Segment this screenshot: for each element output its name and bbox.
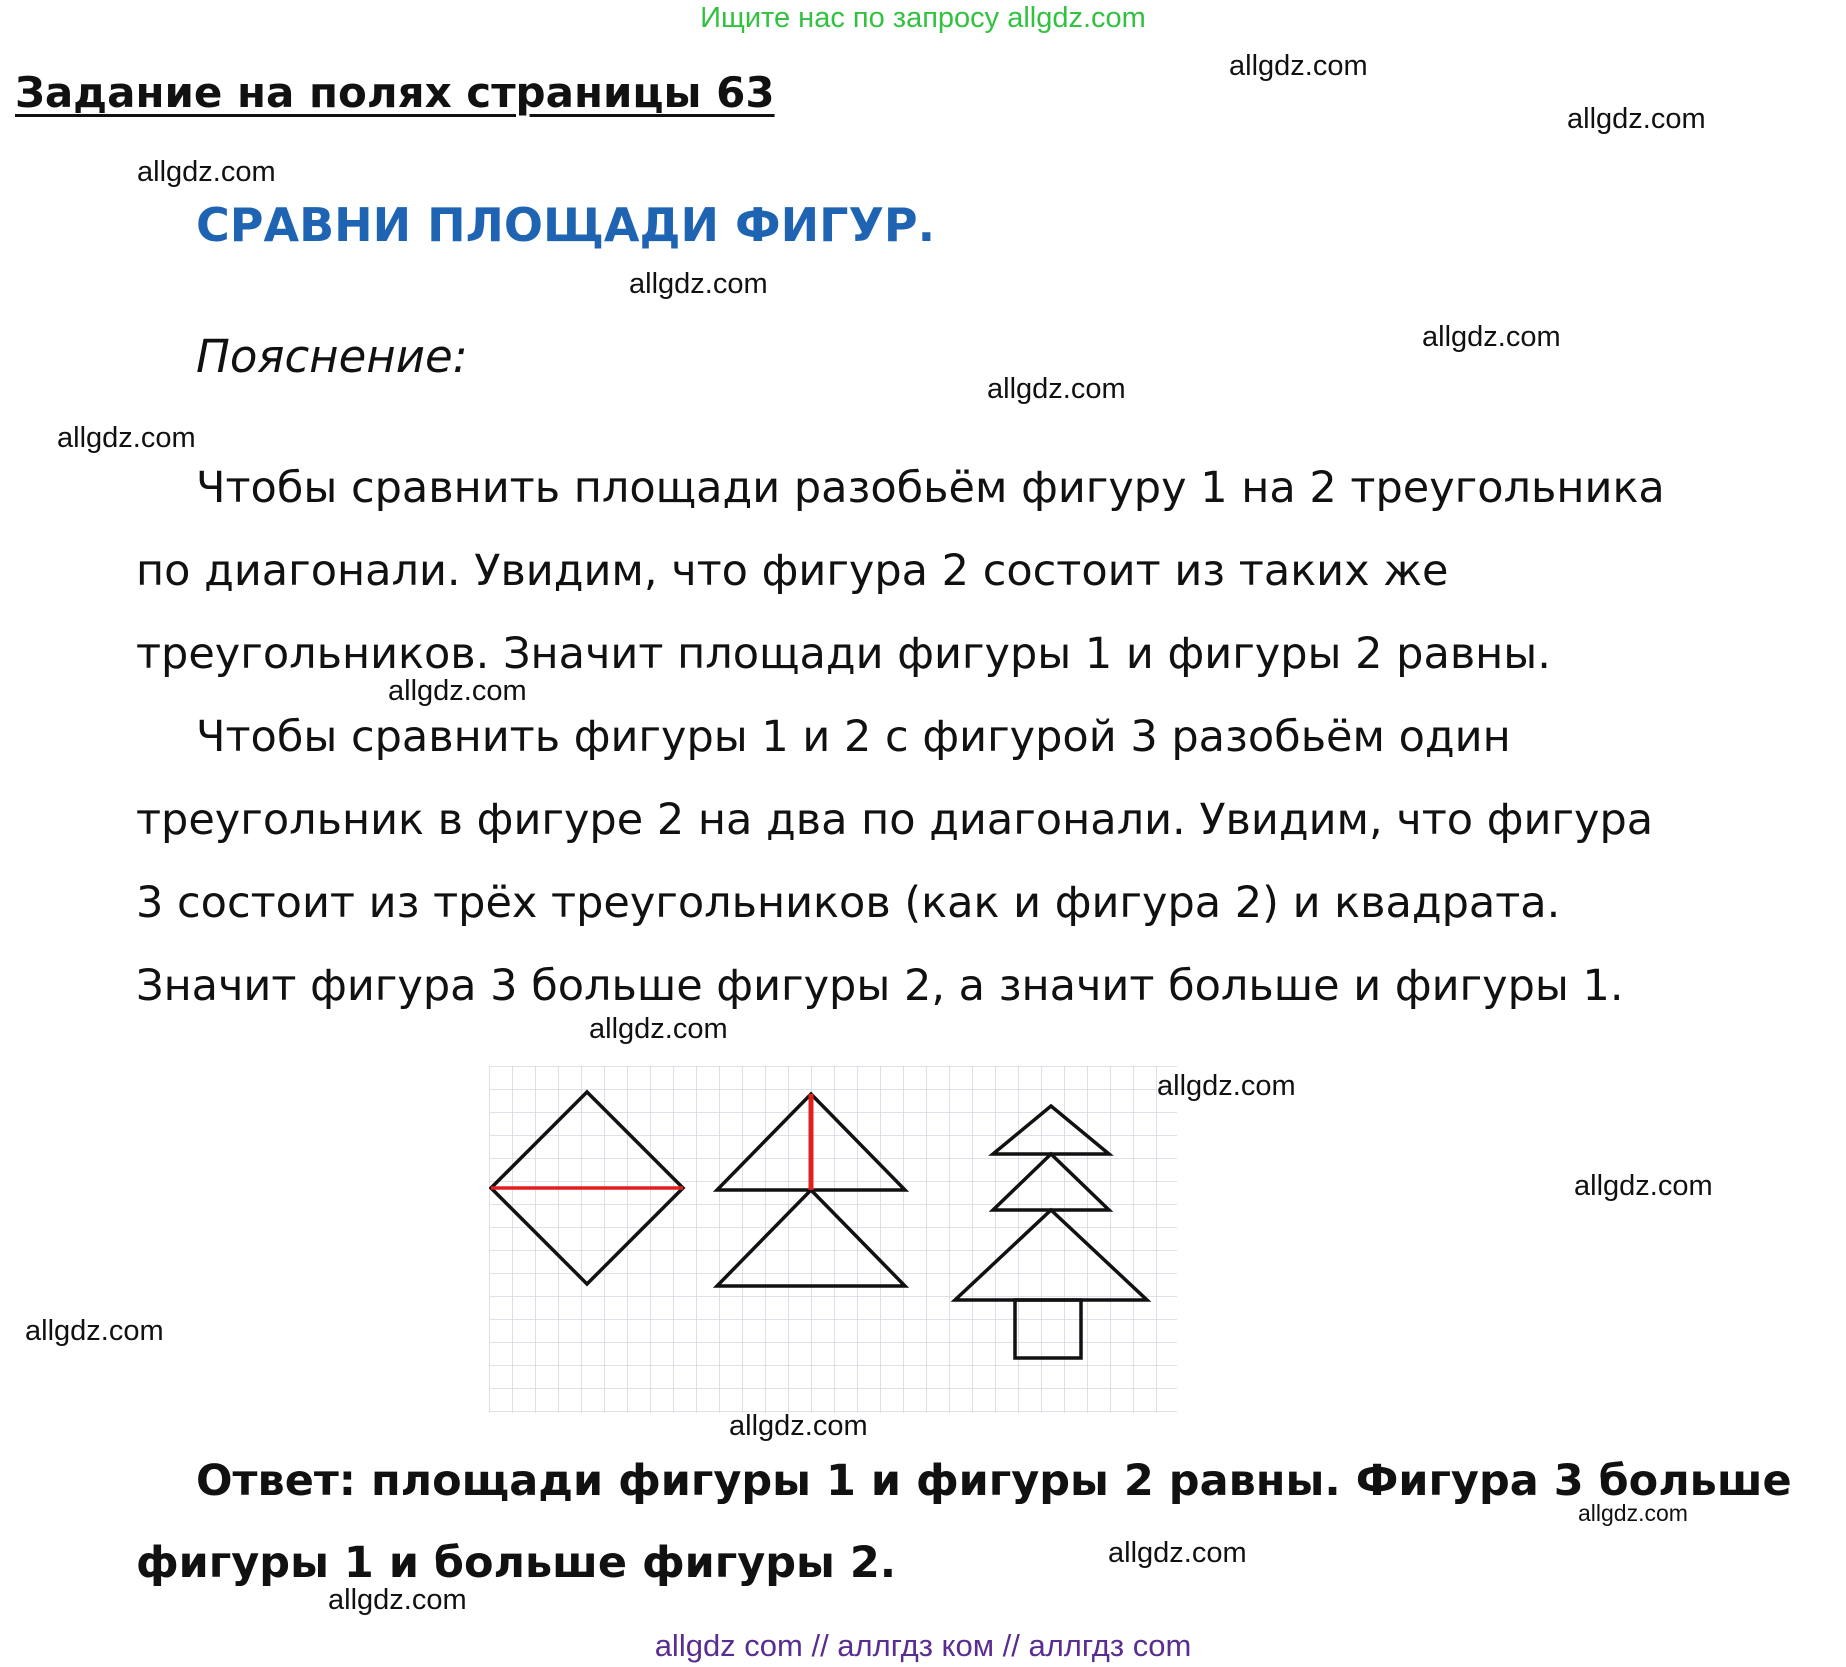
text-line: треугольник в фигуре 2 на два по диагонали. Увидим, что фигура	[136, 795, 1654, 845]
watermark: allgdz.com	[388, 675, 527, 707]
text-line: по диагонали. Увидим, что фигура 2 состоит из таких же	[136, 546, 1449, 596]
task-heading: СРАВНИ ПЛОЩАДИ ФИГУР.	[196, 198, 936, 252]
answer	[136, 1440, 1792, 1604]
watermark: allgdz.com	[987, 373, 1126, 405]
bottom-banner: allgdz com // аллгдз ком // аллгдз com	[654, 1628, 1192, 1663]
text-line: Значит фигура 3 больше фигуры 2, а значит больше и фигуры 1.	[136, 961, 1624, 1011]
watermark: allgdz.com	[1229, 50, 1368, 82]
watermark: allgdz.com	[1108, 1537, 1247, 1569]
watermark: allgdz.com	[25, 1315, 164, 1347]
watermark: allgdz.com	[589, 1013, 728, 1045]
watermark: allgdz.com	[1567, 103, 1706, 135]
text-line: треугольников. Значит площади фигуры 1 и фигуры 2 равны.	[136, 629, 1551, 679]
watermark: allgdz.com	[328, 1584, 467, 1616]
watermark: allgdz.com	[137, 156, 276, 188]
text-line: 3 состоит из трёх треугольников (как и фигура 2) и квадрата.	[136, 878, 1561, 928]
watermark: allgdz.com	[1157, 1070, 1296, 1102]
explanation-paragraph-2	[136, 696, 1836, 1028]
answer-line: фигуры 1 и больше фигуры 2.	[136, 1538, 897, 1588]
watermark: allgdz.com	[629, 268, 768, 300]
page-title: Задание на полях страницы 63	[15, 68, 775, 117]
figures-illustration	[489, 1066, 1177, 1413]
text-line: Чтобы сравнить площади разобьём фигуру 1 на 2 треугольника	[196, 463, 1665, 513]
explanation-paragraph-1	[136, 447, 1836, 696]
explanation-label: Пояснение:	[196, 330, 468, 383]
watermark: allgdz.com	[1574, 1170, 1713, 1202]
text-line: Чтобы сравнить фигуры 1 и 2 с фигурой 3 разобьём один	[196, 712, 1511, 762]
watermark: allgdz.com	[57, 422, 196, 454]
top-banner: Ищите нас по запросу allgdz.com	[700, 2, 1146, 34]
answer-line: Ответ: площади фигуры 1 и фигуры 2 равны. Фигура 3 больше	[196, 1456, 1792, 1506]
watermark: allgdz.com	[729, 1410, 868, 1442]
watermark: allgdz.com	[1578, 1500, 1688, 1526]
watermark: allgdz.com	[1422, 321, 1561, 353]
